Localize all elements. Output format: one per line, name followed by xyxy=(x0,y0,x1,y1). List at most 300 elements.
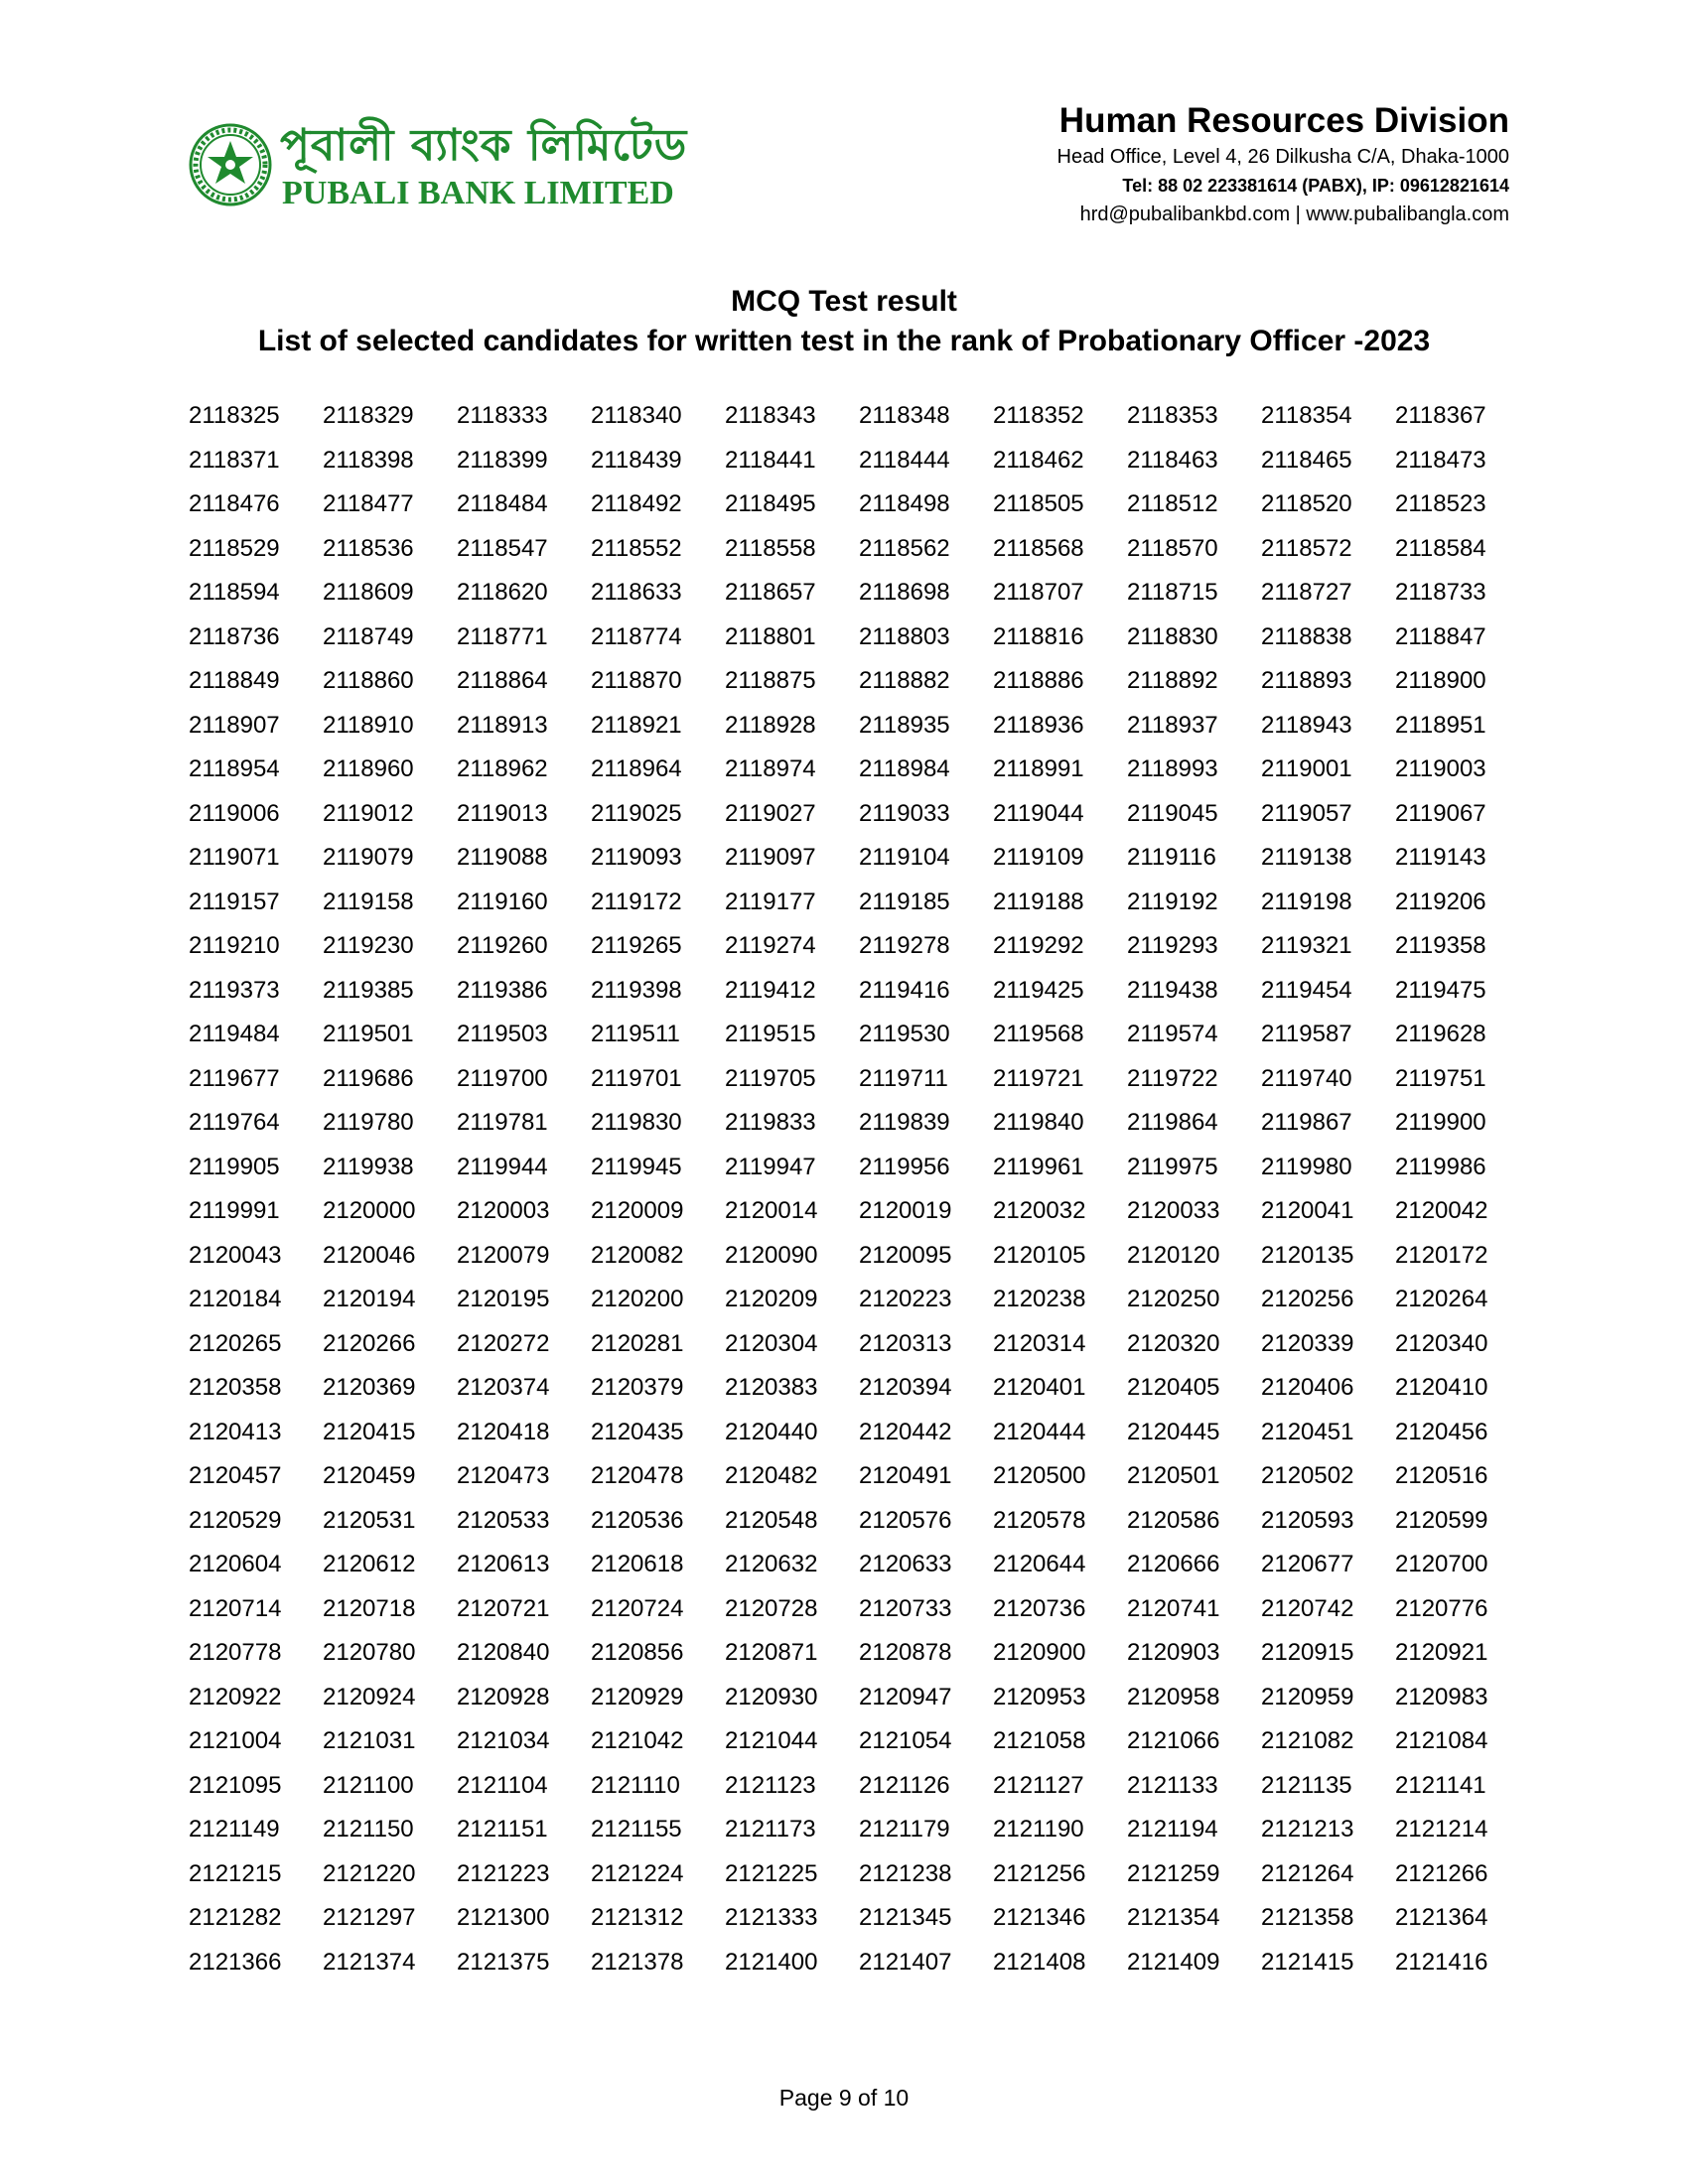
roll-number: 2120478 xyxy=(591,1462,684,1489)
roll-number: 2120401 xyxy=(993,1374,1086,1401)
division-title: Human Resources Division xyxy=(1058,101,1509,140)
roll-number: 2118937 xyxy=(1127,711,1218,739)
roll-number: 2120405 xyxy=(1127,1374,1220,1401)
roll-number: 2121354 xyxy=(1127,1904,1220,1931)
roll-number: 2118633 xyxy=(591,579,682,606)
roll-number: 2118484 xyxy=(457,490,548,517)
roll-number: 2118536 xyxy=(323,534,414,562)
roll-number: 2120922 xyxy=(189,1683,282,1710)
roll-number: 2119412 xyxy=(725,976,816,1004)
roll-number: 2119385 xyxy=(323,976,414,1004)
roll-number: 2119033 xyxy=(859,799,950,827)
roll-number: 2118329 xyxy=(323,402,414,429)
roll-number: 2118910 xyxy=(323,711,414,739)
roll-number: 2119386 xyxy=(457,976,548,1004)
roll-number: 2121141 xyxy=(1395,1771,1486,1799)
roll-number: 2118849 xyxy=(189,667,280,694)
roll-number: 2119003 xyxy=(1395,755,1486,782)
roll-number: 2119045 xyxy=(1127,799,1218,827)
roll-number: 2119986 xyxy=(1395,1153,1486,1180)
roll-number: 2121346 xyxy=(993,1904,1086,1931)
roll-number: 2118568 xyxy=(993,534,1084,562)
roll-number: 2120014 xyxy=(725,1197,818,1224)
roll-number: 2119780 xyxy=(323,1109,414,1136)
roll-number: 2120578 xyxy=(993,1506,1086,1534)
roll-number: 2118900 xyxy=(1395,667,1486,694)
roll-number: 2119484 xyxy=(189,1021,280,1047)
roll-number: 2119158 xyxy=(323,887,414,915)
roll-number: 2120502 xyxy=(1261,1462,1354,1489)
roll-number: 2118476 xyxy=(189,490,280,517)
roll-number: 2120223 xyxy=(859,1286,952,1312)
roll-number: 2118399 xyxy=(457,446,548,474)
roll-number: 2119864 xyxy=(1127,1109,1218,1136)
roll-number: 2118928 xyxy=(725,711,816,739)
roll-number: 2118439 xyxy=(591,446,682,474)
roll-number: 2119265 xyxy=(591,932,682,959)
roll-number: 2119574 xyxy=(1127,1021,1218,1047)
roll-number: 2120250 xyxy=(1127,1286,1220,1312)
roll-number: 2120019 xyxy=(859,1197,952,1224)
roll-number: 2121054 xyxy=(859,1727,952,1754)
roll-number: 2120041 xyxy=(1261,1197,1354,1224)
roll-number: 2120576 xyxy=(859,1506,952,1534)
roll-number: 2119980 xyxy=(1261,1153,1352,1180)
roll-number: 2118984 xyxy=(859,755,950,782)
roll-number: 2121416 xyxy=(1395,1948,1488,1976)
roll-number: 2118736 xyxy=(189,622,280,650)
roll-number: 2121256 xyxy=(993,1859,1086,1887)
roll-number: 2119027 xyxy=(725,799,816,827)
roll-number: 2120451 xyxy=(1261,1418,1354,1445)
roll-number: 2119511 xyxy=(591,1021,680,1047)
list-title: List of selected candidates for written test in the rank of Probationary Officer -2023 xyxy=(257,325,1431,357)
roll-number: 2119013 xyxy=(457,799,548,827)
roll-number: 2118529 xyxy=(189,534,280,562)
roll-number: 2120983 xyxy=(1395,1683,1488,1710)
roll-number: 2119104 xyxy=(859,844,950,871)
roll-number: 2120947 xyxy=(859,1683,952,1710)
roll-number: 2120172 xyxy=(1395,1241,1488,1269)
roll-number: 2119088 xyxy=(457,844,548,871)
roll-number: 2119587 xyxy=(1261,1021,1352,1047)
document-titles xyxy=(0,282,1688,361)
roll-number: 2119025 xyxy=(591,799,682,827)
roll-number: 2118943 xyxy=(1261,711,1352,739)
page-number: Page 9 of 10 xyxy=(778,2085,910,2111)
roll-number: 2120033 xyxy=(1127,1197,1220,1224)
roll-number: 2121224 xyxy=(591,1859,684,1887)
roll-number: 2118444 xyxy=(859,446,950,474)
roll-number: 2120135 xyxy=(1261,1241,1354,1269)
roll-number: 2119172 xyxy=(591,887,682,915)
roll-number: 2118558 xyxy=(725,534,816,562)
roll-number: 2118520 xyxy=(1261,490,1352,517)
roll-number: 2118847 xyxy=(1395,622,1486,650)
roll-number: 2118371 xyxy=(189,446,280,474)
roll-number: 2120593 xyxy=(1261,1506,1354,1534)
roll-number: 2119975 xyxy=(1127,1153,1218,1180)
roll-number: 2121150 xyxy=(323,1816,414,1843)
roll-number: 2120878 xyxy=(859,1639,952,1666)
roll-number: 2120924 xyxy=(323,1683,416,1710)
roll-number: 2118398 xyxy=(323,446,414,474)
roll-number: 2119438 xyxy=(1127,976,1218,1004)
roll-number: 2119947 xyxy=(725,1153,816,1180)
roll-number: 2120435 xyxy=(591,1418,684,1445)
roll-number: 2119905 xyxy=(189,1153,280,1180)
roll-number: 2118570 xyxy=(1127,534,1218,562)
roll-number: 2120266 xyxy=(323,1329,416,1357)
roll-number: 2119833 xyxy=(725,1109,816,1136)
roll-number: 2119721 xyxy=(993,1064,1084,1092)
roll-number: 2119079 xyxy=(323,844,414,871)
result-title: MCQ Test result xyxy=(731,285,957,318)
roll-number: 2121133 xyxy=(1127,1771,1218,1799)
roll-number: 2121259 xyxy=(1127,1859,1220,1887)
roll-number: 2120200 xyxy=(591,1286,684,1312)
roll-number: 2120272 xyxy=(457,1329,550,1357)
roll-number: 2119701 xyxy=(591,1064,682,1092)
roll-number: 2121407 xyxy=(859,1948,952,1976)
roll-number: 2120728 xyxy=(725,1594,818,1622)
roll-number: 2119138 xyxy=(1261,844,1352,871)
roll-number: 2121151 xyxy=(457,1816,548,1843)
roll-number: 2118838 xyxy=(1261,622,1352,650)
roll-number: 2120281 xyxy=(591,1329,684,1357)
roll-number: 2120473 xyxy=(457,1462,550,1489)
roll-number: 2120500 xyxy=(993,1462,1086,1489)
roll-number: 2120548 xyxy=(725,1506,818,1534)
roll-number: 2121110 xyxy=(591,1771,680,1799)
roll-number: 2120444 xyxy=(993,1418,1086,1445)
roll-number: 2118348 xyxy=(859,402,950,429)
roll-number: 2120959 xyxy=(1261,1683,1354,1710)
roll-number: 2120903 xyxy=(1127,1639,1220,1666)
roll-number: 2121155 xyxy=(591,1816,682,1843)
roll-number: 2118870 xyxy=(591,667,682,694)
roll-number: 2118801 xyxy=(725,622,816,650)
roll-number: 2120265 xyxy=(189,1329,282,1357)
roll-number: 2118512 xyxy=(1127,490,1218,517)
roll-number: 2118964 xyxy=(591,755,682,782)
roll-number: 2118343 xyxy=(725,402,816,429)
roll-number: 2119530 xyxy=(859,1021,950,1047)
roll-number: 2121034 xyxy=(457,1727,550,1754)
roll-number: 2118584 xyxy=(1395,534,1486,562)
roll-number: 2119192 xyxy=(1127,887,1218,915)
roll-number: 2121149 xyxy=(189,1816,280,1843)
roll-number: 2120046 xyxy=(323,1241,416,1269)
roll-number: 2119044 xyxy=(993,799,1084,827)
roll-number: 2120741 xyxy=(1127,1594,1220,1622)
roll-number: 2120632 xyxy=(725,1551,818,1577)
roll-number: 2118991 xyxy=(993,755,1084,782)
roll-number: 2119143 xyxy=(1395,844,1486,871)
roll-number: 2120776 xyxy=(1395,1594,1488,1622)
roll-number: 2118892 xyxy=(1127,667,1218,694)
roll-number: 2118492 xyxy=(591,490,682,517)
roll-number: 2119109 xyxy=(993,844,1084,871)
roll-number: 2118803 xyxy=(859,622,950,650)
roll-number: 2120314 xyxy=(993,1329,1086,1357)
roll-number: 2118771 xyxy=(457,622,548,650)
roll-number: 2120742 xyxy=(1261,1594,1354,1622)
roll-number: 2118727 xyxy=(1261,579,1352,606)
roll-number: 2121364 xyxy=(1395,1904,1488,1931)
roll-number: 2119206 xyxy=(1395,887,1486,915)
roll-number: 2119938 xyxy=(323,1153,414,1180)
roll-number: 2118907 xyxy=(189,711,280,739)
roll-number: 2120778 xyxy=(189,1639,282,1666)
roll-number: 2119568 xyxy=(993,1021,1084,1047)
roll-number: 2120533 xyxy=(457,1506,550,1534)
roll-number: 2119503 xyxy=(457,1021,548,1047)
roll-number: 2120383 xyxy=(725,1374,818,1401)
roll-number: 2121225 xyxy=(725,1859,818,1887)
roll-number: 2118951 xyxy=(1395,711,1486,739)
roll-number: 2120209 xyxy=(725,1286,818,1312)
roll-number: 2120733 xyxy=(859,1594,952,1622)
roll-number: 2118340 xyxy=(591,402,682,429)
roll-number: 2120700 xyxy=(1395,1551,1488,1577)
roll-number: 2120238 xyxy=(993,1286,1086,1312)
roll-number: 2119157 xyxy=(189,887,280,915)
roll-number: 2120313 xyxy=(859,1329,952,1357)
bank-logo xyxy=(189,117,688,216)
roll-number: 2119764 xyxy=(189,1109,280,1136)
roll-number: 2119278 xyxy=(859,932,950,959)
roll-number: 2118864 xyxy=(457,667,548,694)
roll-number: 2118733 xyxy=(1395,579,1486,606)
roll-number: 2121126 xyxy=(859,1771,950,1799)
roll-number: 2119001 xyxy=(1261,755,1352,782)
roll-number: 2119686 xyxy=(323,1064,414,1092)
email-web-line: hrd@pubalibankbd.com | www.pubalibangla.com xyxy=(1079,204,1509,225)
roll-number: 2119700 xyxy=(457,1064,548,1092)
roll-number: 2118325 xyxy=(189,402,280,429)
logo-english-name: PUBALI BANK LIMITED xyxy=(282,175,674,211)
roll-number: 2121173 xyxy=(725,1816,816,1843)
roll-number: 2118465 xyxy=(1261,446,1352,474)
roll-number: 2120536 xyxy=(591,1506,684,1534)
roll-number: 2119116 xyxy=(1127,844,1216,871)
phone-line: Tel: 88 02 223381614 (PABX), IP: 09612821614 xyxy=(1122,176,1509,196)
roll-number: 2118620 xyxy=(457,579,548,606)
roll-number: 2119012 xyxy=(323,799,414,827)
roll-number: 2121223 xyxy=(457,1859,550,1887)
roll-number: 2120900 xyxy=(993,1639,1086,1666)
roll-number: 2120090 xyxy=(725,1241,818,1269)
roll-number: 2118441 xyxy=(725,446,816,474)
roll-number: 2120442 xyxy=(859,1418,952,1445)
roll-number: 2121300 xyxy=(457,1904,550,1931)
roll-number: 2118562 xyxy=(859,534,950,562)
roll-number: 2120340 xyxy=(1395,1329,1488,1357)
roll-number: 2119944 xyxy=(457,1153,548,1180)
roll-number: 2118498 xyxy=(859,490,950,517)
roll-number: 2121282 xyxy=(189,1904,282,1931)
roll-number: 2120042 xyxy=(1395,1197,1488,1224)
roll-number: 2121194 xyxy=(1127,1816,1218,1843)
roll-number: 2119956 xyxy=(859,1153,950,1180)
roll-number: 2120599 xyxy=(1395,1506,1488,1534)
roll-number: 2121135 xyxy=(1261,1771,1352,1799)
roll-number: 2121044 xyxy=(725,1727,818,1754)
roll-number: 2121366 xyxy=(189,1948,282,1976)
roll-number: 2121358 xyxy=(1261,1904,1354,1931)
roll-number: 2119188 xyxy=(993,887,1084,915)
roll-number: 2118774 xyxy=(591,622,682,650)
roll-number: 2119358 xyxy=(1395,932,1486,959)
roll-number: 2120482 xyxy=(725,1462,818,1489)
roll-number: 2120929 xyxy=(591,1683,684,1710)
roll-number: 2118333 xyxy=(457,402,548,429)
roll-number: 2120195 xyxy=(457,1286,550,1312)
roll-number: 2121345 xyxy=(859,1904,952,1931)
roll-number: 2118830 xyxy=(1127,622,1218,650)
roll-number: 2121238 xyxy=(859,1859,952,1887)
roll-number: 2121058 xyxy=(993,1727,1086,1754)
roll-number: 2120586 xyxy=(1127,1506,1220,1534)
roll-number: 2121190 xyxy=(993,1816,1084,1843)
roll-number: 2118882 xyxy=(859,667,950,694)
roll-number: 2118609 xyxy=(323,579,414,606)
roll-number: 2120604 xyxy=(189,1551,282,1577)
roll-number: 2120456 xyxy=(1395,1418,1488,1445)
roll-number: 2120516 xyxy=(1395,1462,1488,1489)
roll-number: 2120374 xyxy=(457,1374,550,1401)
roll-number: 2118893 xyxy=(1261,667,1352,694)
roll-number: 2118921 xyxy=(591,711,682,739)
roll-number: 2119097 xyxy=(725,844,816,871)
roll-number: 2119177 xyxy=(725,887,816,915)
roll-number: 2118993 xyxy=(1127,755,1218,782)
roll-number: 2118935 xyxy=(859,711,950,739)
roll-number: 2119057 xyxy=(1261,799,1352,827)
roll-number: 2118715 xyxy=(1127,579,1218,606)
roll-number: 2118886 xyxy=(993,667,1084,694)
roll-number: 2120721 xyxy=(457,1594,550,1622)
roll-number: 2118552 xyxy=(591,534,682,562)
roll-number: 2119292 xyxy=(993,932,1084,959)
roll-number: 2120394 xyxy=(859,1374,952,1401)
roll-number: 2119945 xyxy=(591,1153,682,1180)
roll-number: 2120440 xyxy=(725,1418,818,1445)
roll-number: 2120105 xyxy=(993,1241,1086,1269)
roll-number: 2120780 xyxy=(323,1639,416,1666)
roll-number: 2119425 xyxy=(993,976,1084,1004)
roll-number: 2120921 xyxy=(1395,1639,1488,1666)
roll-number: 2119260 xyxy=(457,932,548,959)
roll-number: 2118495 xyxy=(725,490,816,517)
roll-number: 2120856 xyxy=(591,1639,684,1666)
roll-number: 2120529 xyxy=(189,1506,282,1534)
roll-number: 2120953 xyxy=(993,1683,1086,1710)
roll-number: 2119293 xyxy=(1127,932,1218,959)
roll-number: 2119751 xyxy=(1395,1064,1486,1092)
roll-number-grid xyxy=(189,394,1529,1984)
roll-number: 2120339 xyxy=(1261,1329,1354,1357)
roll-number: 2120736 xyxy=(993,1594,1086,1622)
roll-number: 2121214 xyxy=(1395,1816,1488,1843)
roll-number: 2118547 xyxy=(457,534,548,562)
roll-number: 2121123 xyxy=(725,1771,816,1799)
roll-number: 2120677 xyxy=(1261,1551,1354,1577)
roll-number: 2120320 xyxy=(1127,1329,1220,1357)
office-address: Head Office, Level 4, 26 Dilkusha C/A, Dhaka-1000 xyxy=(1056,146,1509,168)
roll-number: 2119830 xyxy=(591,1109,682,1136)
roll-number: 2120928 xyxy=(457,1683,550,1710)
roll-number: 2118816 xyxy=(993,622,1084,650)
roll-number: 2120714 xyxy=(189,1594,282,1622)
roll-number: 2121312 xyxy=(591,1904,684,1931)
roll-number: 2118354 xyxy=(1261,402,1352,429)
roll-number: 2121179 xyxy=(859,1816,950,1843)
roll-number: 2120666 xyxy=(1127,1551,1220,1577)
roll-number: 2118960 xyxy=(323,755,414,782)
division-header xyxy=(814,99,1509,229)
roll-number: 2118473 xyxy=(1395,446,1486,474)
roll-number: 2120194 xyxy=(323,1286,416,1312)
roll-number: 2118962 xyxy=(457,755,548,782)
roll-number: 2120369 xyxy=(323,1374,416,1401)
roll-number: 2119628 xyxy=(1395,1021,1486,1047)
roll-number: 2121264 xyxy=(1261,1859,1354,1887)
roll-number: 2120009 xyxy=(591,1197,684,1224)
roll-number: 2120415 xyxy=(323,1418,416,1445)
roll-number: 2119373 xyxy=(189,976,280,1004)
roll-number: 2121415 xyxy=(1261,1948,1354,1976)
roll-number: 2118698 xyxy=(859,579,950,606)
roll-number: 2119475 xyxy=(1395,976,1486,1004)
roll-number: 2121082 xyxy=(1261,1727,1354,1754)
roll-number: 2118523 xyxy=(1395,490,1486,517)
roll-number: 2119961 xyxy=(993,1153,1084,1180)
roll-number: 2120003 xyxy=(457,1197,550,1224)
roll-number: 2121408 xyxy=(993,1948,1086,1976)
roll-number: 2118353 xyxy=(1127,402,1218,429)
roll-number: 2119839 xyxy=(859,1109,950,1136)
roll-number: 2118477 xyxy=(323,490,414,517)
roll-number: 2119515 xyxy=(725,1021,816,1047)
roll-number: 2121297 xyxy=(323,1904,416,1931)
roll-number: 2121215 xyxy=(189,1859,282,1887)
roll-number: 2120633 xyxy=(859,1551,952,1577)
roll-number: 2120501 xyxy=(1127,1462,1220,1489)
roll-number: 2119867 xyxy=(1261,1109,1352,1136)
roll-number: 2120613 xyxy=(457,1551,550,1577)
roll-number: 2120612 xyxy=(323,1551,416,1577)
roll-number: 2118367 xyxy=(1395,402,1486,429)
bank-seal-star-icon xyxy=(189,123,272,206)
roll-number: 2121004 xyxy=(189,1727,282,1754)
roll-number: 2121266 xyxy=(1395,1859,1488,1887)
roll-number: 2120958 xyxy=(1127,1683,1220,1710)
roll-number: 2120445 xyxy=(1127,1418,1220,1445)
roll-number: 2119722 xyxy=(1127,1064,1218,1092)
roll-number: 2119160 xyxy=(457,887,548,915)
roll-number: 2121066 xyxy=(1127,1727,1220,1754)
roll-number: 2120871 xyxy=(725,1639,818,1666)
roll-number: 2120079 xyxy=(457,1241,550,1269)
roll-number: 2120264 xyxy=(1395,1286,1488,1312)
roll-number: 2121104 xyxy=(457,1771,548,1799)
roll-number: 2118749 xyxy=(323,622,414,650)
roll-number: 2121084 xyxy=(1395,1727,1488,1754)
roll-number: 2119006 xyxy=(189,799,280,827)
roll-number: 2118913 xyxy=(457,711,548,739)
